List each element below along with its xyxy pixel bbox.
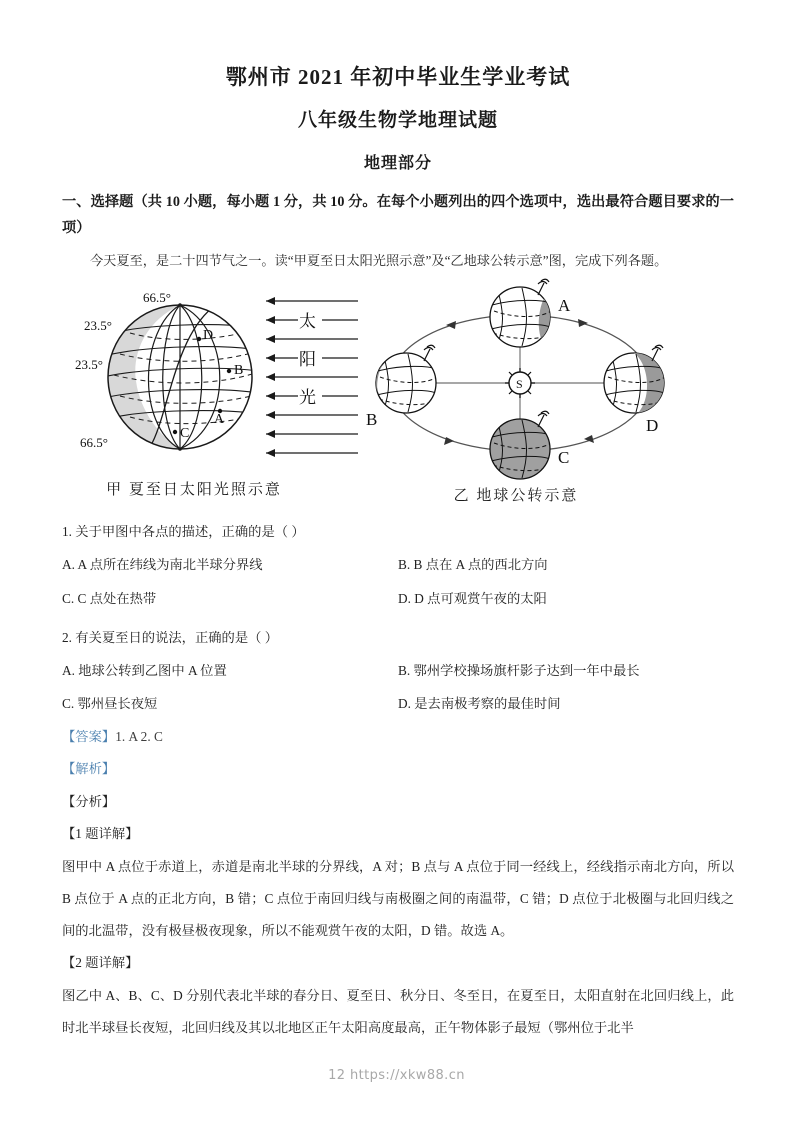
question-1-option-b[interactable]: B. B 点在 A 点的西北方向 xyxy=(398,557,548,573)
question-1-option-d[interactable]: D. D 点可观赏午夜的太阳 xyxy=(398,590,547,606)
earth-position-c xyxy=(490,411,569,479)
latitude-label-66s: 66.5° xyxy=(80,435,108,451)
question-2-option-c[interactable]: C. 鄂州昼长夜短 xyxy=(62,696,158,712)
question-2-option-d[interactable]: D. 是去南极考察的最佳时间 xyxy=(398,696,561,712)
question-2-text: 2. 有关夏至日的说法，正确的是（ ） xyxy=(62,629,279,645)
page-title: 鄂州市 2021 年初中毕业生学业考试 xyxy=(225,65,571,89)
point-label-c: C xyxy=(180,426,190,442)
svg-text:阳: 阳 xyxy=(299,350,316,370)
question-1-text: 1. 关于甲图中各点的描述，正确的是（ ） xyxy=(62,524,305,540)
answer-value: 1. A 2. C xyxy=(115,728,163,744)
answer-label: 【答案】 xyxy=(62,728,116,744)
fenxi-label: 【分析】 xyxy=(62,793,116,809)
latitude-label-23n: 23.5° xyxy=(84,318,112,334)
position-label-a: A xyxy=(558,296,571,316)
point-label-d: D xyxy=(203,328,214,344)
question-1-options-row-2 xyxy=(62,582,734,615)
question-1 xyxy=(62,515,734,615)
sun-symbol xyxy=(505,368,535,398)
question-2-option-b[interactable]: B. 鄂州学校操场旗杆影子达到一年中最长 xyxy=(398,663,640,679)
point-label-a: A xyxy=(214,412,225,428)
part-title: 地理部分 xyxy=(363,155,432,172)
sunlight-label xyxy=(298,310,322,407)
question-2 xyxy=(62,621,734,721)
earth-position-d xyxy=(604,345,668,435)
figure-right-caption: 乙 地球公转示意 xyxy=(453,488,579,505)
question-2-options-row-1 xyxy=(62,654,734,687)
sunlight-diagram-svg xyxy=(70,277,370,477)
section-heading: 一、选择题（共 10 小题，每小题 1 分，共 10 分。在每个小题列出的四个选项中，选出最符合题目要求的一项） xyxy=(62,194,734,237)
position-label-b: B xyxy=(366,410,378,430)
question-2-option-a[interactable]: A. 地球公转到乙图中 A 位置 xyxy=(62,663,227,679)
detail-1-label: 【1 题详解】 xyxy=(62,826,139,842)
question-1-options-row-1 xyxy=(62,548,734,581)
question-1-option-a[interactable]: A. A 点所在纬线为南北半球分界线 xyxy=(62,557,263,573)
svg-text:光: 光 xyxy=(299,388,316,408)
figures-container xyxy=(62,277,734,509)
question-1-option-c[interactable]: C. C 点处在热带 xyxy=(62,590,157,606)
position-label-d: D xyxy=(646,416,659,436)
page-content xyxy=(62,0,734,1044)
detail-2-label: 【2 题详解】 xyxy=(62,955,139,971)
figure-left-caption: 甲 夏至日太阳光照示意 xyxy=(106,482,282,499)
svg-text:太: 太 xyxy=(299,312,316,332)
analysis-label: 【解析】 xyxy=(62,761,116,777)
question-2-options-row-2 xyxy=(62,687,734,720)
figure-revolution-diagram xyxy=(362,273,692,505)
answer-row xyxy=(62,721,734,754)
figure-sunlight-diagram xyxy=(70,277,370,499)
detail-2-text: 图乙中 A、B、C、D 分别代表北半球的春分日、夏至日、秋分日、冬至日，在夏至日，太阳直射在北回归线上，此时北半球昼长夜短，北回归线及其以北地区正午太阳高度最高，正午物体影子最短（鄂州位于北半 xyxy=(62,987,734,1036)
detail-1-text: 图甲中 A 点位于赤道上，赤道是南北半球的分界线，A 对；B 点与 A 点位于同一经线上，经线指示南北方向，所以 B 点位于 A 点的正北方向，B 错；C 点位于南回归线与南极圈之间的南温带，C 错；D 点位于北极圈与北回归线之间的北温带，没有极昼极夜现象，所以不能观赏午夜的太阳，D 错。故选 A。 xyxy=(62,858,734,939)
sun-ray-arrowheads xyxy=(266,297,275,457)
point-label-b: B xyxy=(234,363,244,379)
latitude-label-23s: 23.5° xyxy=(75,357,103,373)
revolution-diagram-svg xyxy=(362,273,692,485)
question-stem: 今天夏至，是二十四节气之一。读“甲夏至日太阳光照示意”及“乙地球公转示意”图，完成下列各题。 xyxy=(90,252,668,268)
earth-position-a xyxy=(490,279,571,347)
position-label-c: C xyxy=(558,448,570,468)
page-subtitle: 八年级生物学地理试题 xyxy=(297,110,498,132)
svg-text:S: S xyxy=(516,377,523,392)
earth-position-b xyxy=(366,345,438,429)
footer-watermark: 12 https://xkw88.cn xyxy=(328,1068,465,1083)
latitude-label-66n: 66.5° xyxy=(143,290,171,306)
